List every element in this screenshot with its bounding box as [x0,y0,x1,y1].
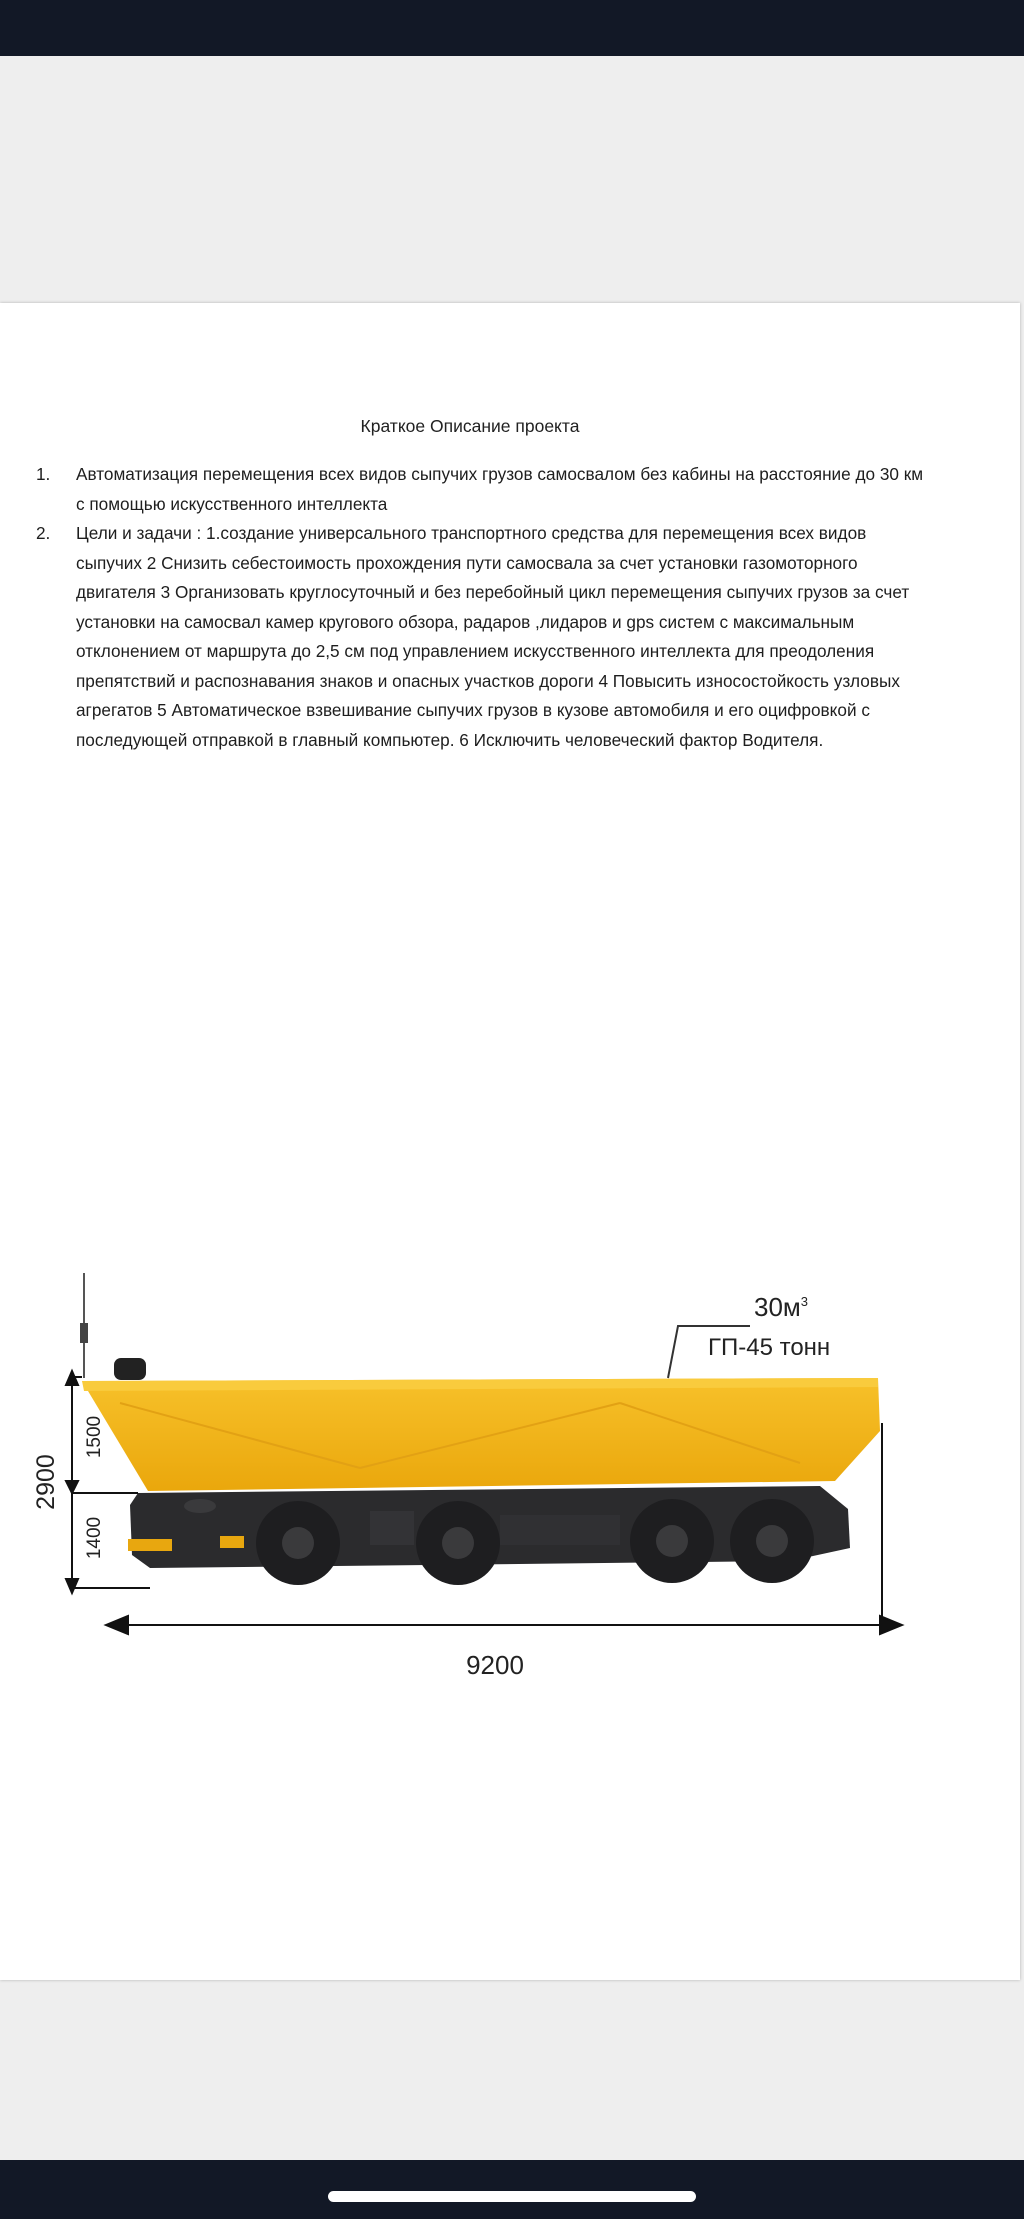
list-item-number: 2. [36,523,51,543]
chassis-height-label: 1400 [84,1516,105,1560]
bottom-bar [0,2160,1024,2219]
truck-illustration [0,963,1020,1723]
status-bar [0,0,1024,56]
capacity-label: ГП-45 тонн [708,1334,831,1361]
home-indicator[interactable] [328,2191,696,2202]
document-list [36,460,936,755]
document-title: Краткое Описание проекта [360,416,580,436]
list-item-number: 1. [36,464,51,484]
dump-body [82,1378,880,1491]
list-item-text: Автоматизация перемещения всех видов сыпучих грузов самосвалом без кабины на расстояние до 30 км с помощью искусственного интеллекта [76,464,924,514]
list-item [36,460,936,519]
beacon-light [114,1358,146,1380]
document-page [0,303,1020,1980]
truck-drawing [0,963,1020,1723]
total-height-label: 2900 [32,1454,60,1510]
volume-label: $30м^3$ [754,1292,809,1322]
body-height-label: 1500 [84,1415,105,1459]
list-item-text: Цели и задачи : 1.создание универсального транспортного средства для перемещения всех видов сыпучих 2 Снизить себестоимость прохождения пути самосвала за счет установки газомоторного двигателя 3 Организовать круглосуточный и без перебойный цикл перемещения сыпучих грузов за счет установки на самосвал камер кругового обзора, радаров ,лидаров и gps систем с максимальным отклонением от маршрута до 2,5 см под управлением искусственного интеллекта для преодоления препятствий и распознавания знаков и опасных участков дороги 4 Повысить износостойкость узловых агрегатов 5 Автоматическое взвешивание сыпучих грузов в кузове автомобиля и его оцифровкой с последующей отправкой в главный компьютер. 6 Исключить человеческий фактор Водителя. [76,523,910,750]
length-label: 9200 [466,1650,524,1680]
list-item [36,519,936,755]
